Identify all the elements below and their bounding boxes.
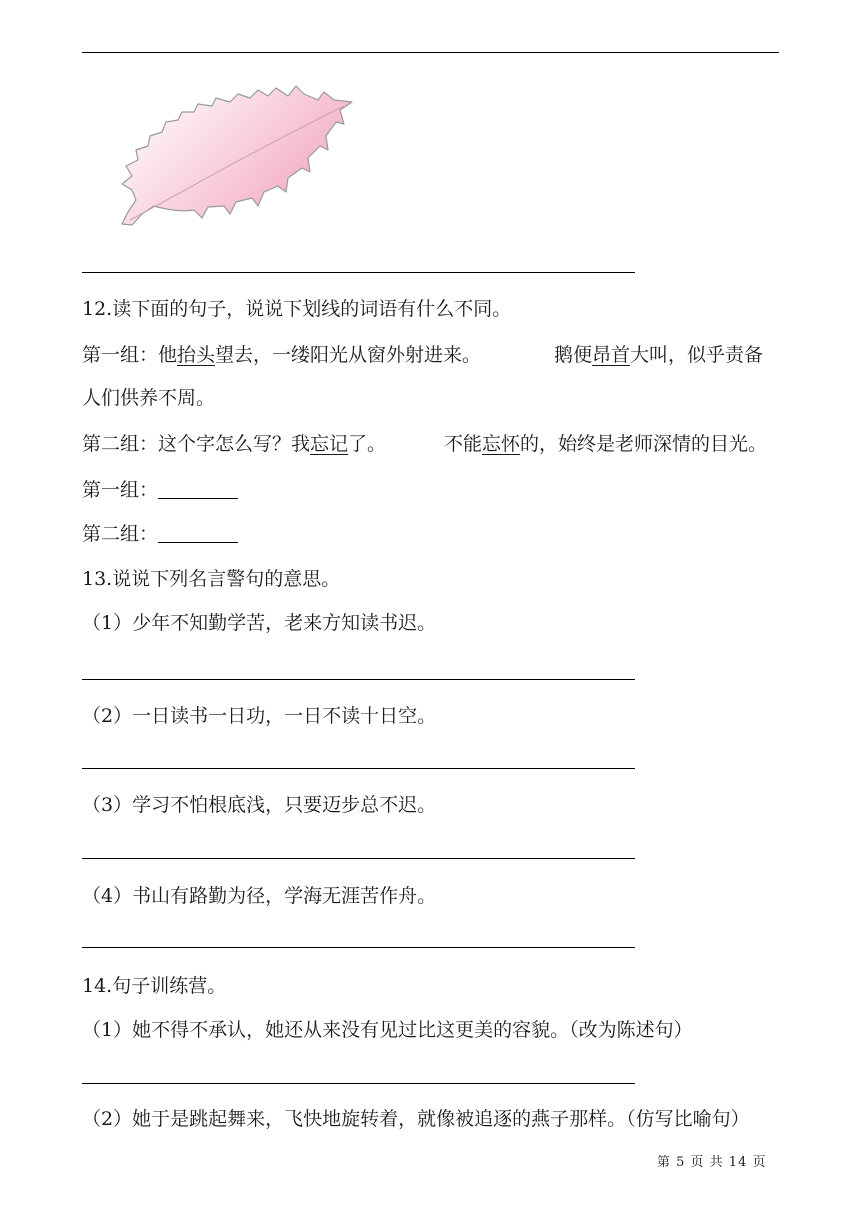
q12-answer1: 第一组： xyxy=(82,478,238,502)
q13-item-4: （4）书山有路勤为径，学海无涯苦作舟。 xyxy=(82,885,437,907)
q14-item-2: （2）她于是跳起舞来，飞快地旋转着，就像被追逐的燕子那样。（仿写比喻句） xyxy=(82,1108,750,1130)
q12-answer2: 第二组： xyxy=(82,522,238,546)
q12-group1: 第一组：他抬头望去，一缕阳光从窗外射进来。 鹅便昂首大叫，似乎责备 xyxy=(82,344,764,366)
leaf-illustration xyxy=(112,80,357,230)
q13-item-1: （1）少年不知勤学苦，老来方知读书迟。 xyxy=(82,612,437,634)
underlined-word: 抬头 xyxy=(177,344,216,366)
answer-line[interactable] xyxy=(82,768,635,769)
answer-line[interactable] xyxy=(82,1083,635,1084)
answer-blank[interactable] xyxy=(158,480,238,499)
q13-item-3: （3）学习不怕根底浅，只要迈步总不迟。 xyxy=(82,794,437,816)
q14-title: 14.句子训练营。 xyxy=(82,975,227,997)
underlined-word: 忘怀 xyxy=(482,433,521,455)
page-number: 第 5 页 共 14 页 xyxy=(657,1155,767,1170)
underlined-word: 昂首 xyxy=(592,344,631,366)
answer-blank[interactable] xyxy=(158,524,238,543)
answer-line[interactable] xyxy=(82,858,635,859)
q12-title: 12.读下面的句子，说说下划线的词语有什么不同。 xyxy=(82,298,512,320)
answer-line[interactable] xyxy=(82,679,635,680)
q14-item-1: （1）她不得不承认，她还从来没有见过比这更美的容貌。（改为陈述句） xyxy=(82,1019,693,1041)
q13-title: 13.说说下列名言警句的意思。 xyxy=(82,568,341,590)
header-rule xyxy=(82,52,779,53)
q13-item-2: （2）一日读书一日功，一日不读十日空。 xyxy=(82,705,437,727)
underlined-word: 忘记 xyxy=(310,433,349,455)
answer-line[interactable] xyxy=(82,947,635,948)
q12-group2: 第二组：这个字怎么写？我忘记了。 不能忘怀的，始终是老师深情的目光。 xyxy=(82,433,768,455)
answer-line xyxy=(82,272,635,273)
q12-group1-cont: 人们供养不周。 xyxy=(82,387,216,409)
